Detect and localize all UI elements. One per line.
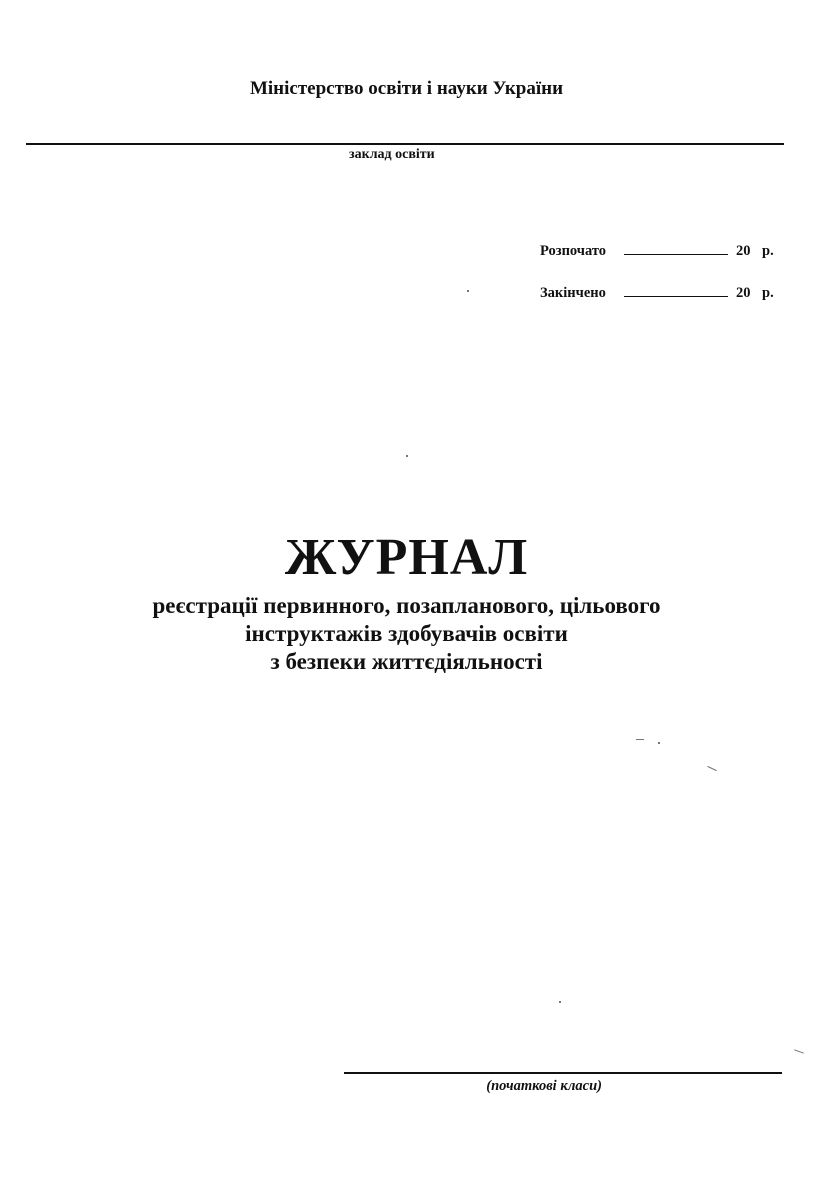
scan-speck [707,766,716,771]
journal-subtitle-line-3: з безпеки життєдіяльності [270,649,543,674]
finished-year-suffix: р. [762,285,774,301]
scan-speck [467,290,469,292]
finished-year-prefix: 20 [736,285,751,301]
grades-line [344,1072,782,1074]
started-date-row [540,242,774,260]
institution-line [26,143,784,145]
scan-speck [658,742,660,744]
journal-subtitle-line-1: реєстрації первинного, позапланового, цільового [152,593,661,618]
journal-subtitle-line-2: інструктажів здобувачів освіти [245,621,568,646]
started-label: Розпочато [540,243,607,259]
started-year-suffix: р. [762,243,774,259]
scan-speck [406,455,408,457]
finished-date-blank [624,284,728,297]
scan-speck [636,739,644,740]
journal-title: ЖУРНАЛ [284,529,529,586]
started-date-blank [624,242,728,255]
finished-date-row [540,284,774,302]
started-year-prefix: 20 [736,243,751,259]
finished-label: Закінчено [540,285,606,301]
scan-speck [794,1049,804,1053]
scan-speck [559,1001,561,1003]
ministry-heading: Міністерство освіти і науки України [249,78,564,99]
institution-caption: заклад освіти [349,147,435,162]
grades-caption: (початкові класи) [486,1078,602,1094]
